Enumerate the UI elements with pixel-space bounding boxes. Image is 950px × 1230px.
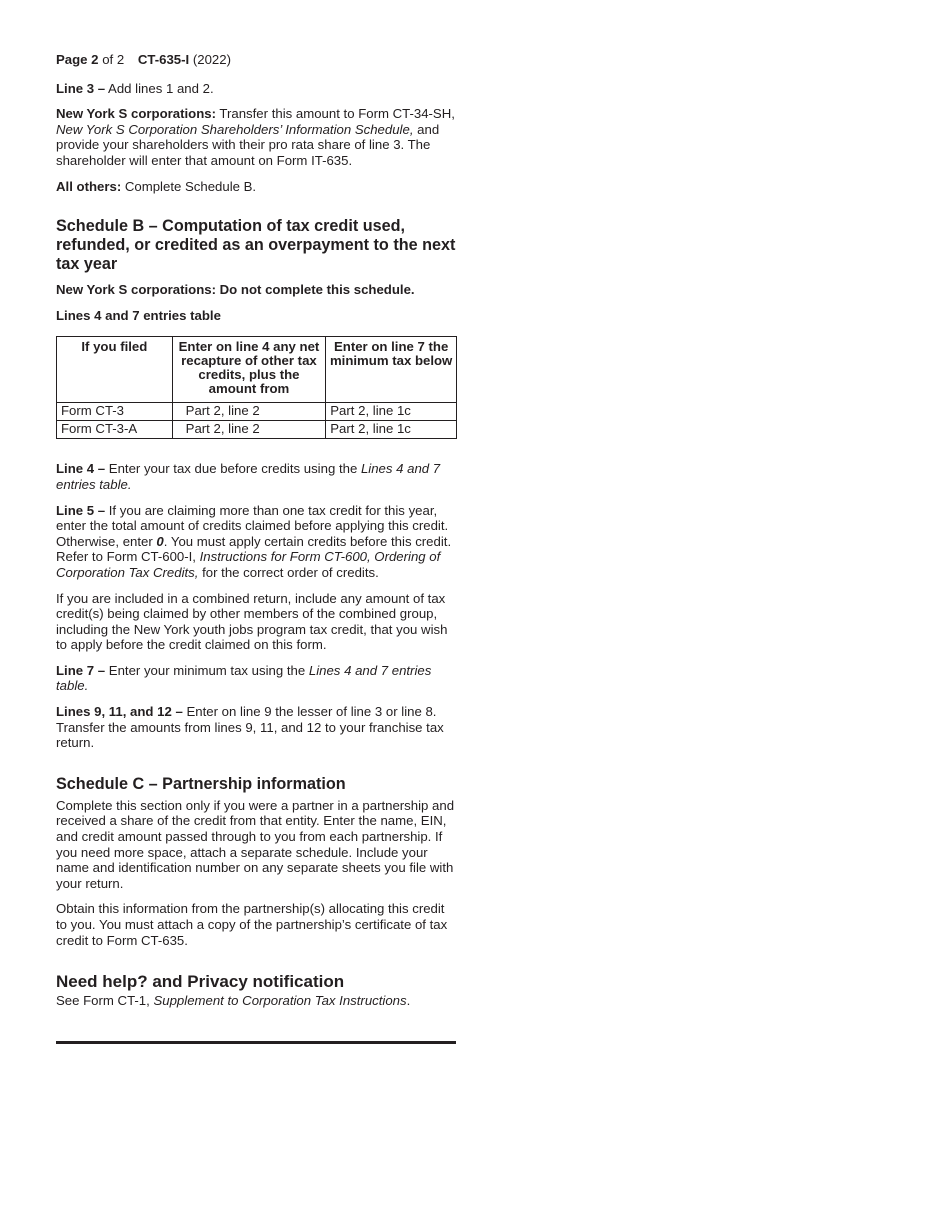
table-header-row <box>57 337 457 403</box>
need-help-paragraph <box>56 993 457 1009</box>
page-number: Page 2 <box>56 52 99 67</box>
page-total: of 2 <box>102 52 125 67</box>
line4-italic: Lines 4 and 7 entries table. <box>56 461 441 492</box>
line5-text-1: If you are claiming more than one tax credit for this year, enter the total amount of credits claimed before applying this credit. Otherwise, enter <box>56 502 449 549</box>
lines9-paragraph <box>56 704 457 751</box>
line7-label: Line 7 – <box>56 662 106 678</box>
line4-text: Enter your tax due before credits using the <box>105 461 361 477</box>
need-help-text-2: . <box>406 993 411 1009</box>
form-number: CT-635-I <box>137 52 190 67</box>
table-cell: Form CT-3-A <box>57 421 173 439</box>
nys-corps-text-1: Transfer this amount to Form CT-34-SH, <box>216 106 455 122</box>
line3-label: Line 3 – <box>56 80 106 96</box>
line5-italic: Instructions for Form CT-600, Ordering of Corporation Tax Credits, <box>56 549 441 580</box>
table-header-cell: If you filed <box>57 337 173 403</box>
lines9-text: Enter on line 9 the lesser of line 3 or line 8. Transfer the amounts from lines 9, 11, and 12 to your franchise tax return. <box>56 704 444 751</box>
combined-return-paragraph: If you are included in a combined return, include any amount of tax credit(s) being claimed by other members of the combined group, including the New York youth jobs program tax credit, that you wish to apply before the credit claimed on this form. <box>56 590 448 653</box>
line5-label: Line 5 – <box>56 502 106 518</box>
schedule-c-paragraph-2: Obtain this information from the partnership(s) allocating this credit to you. You must attach a copy of the partnership’s certificate of tax credit to Form CT-635. <box>56 901 448 948</box>
nys-corps-label: New York S corporations: <box>56 106 216 122</box>
line5-zero: 0 <box>156 533 164 549</box>
need-help-text-1: See Form CT-1, <box>56 993 154 1009</box>
nys-corps-paragraph <box>56 106 457 168</box>
schedule-b-note: New York S corporations: Do not complete this schedule. <box>56 282 415 298</box>
line4-label: Line 4 – <box>56 461 106 477</box>
nys-corps-text-2: and provide your shareholders with their pro rata share of line 3. The shareholder will enter that amount on Form IT-635. <box>56 121 440 168</box>
table-cell: Part 2, line 2 <box>172 421 326 439</box>
table-cell: Form CT-3 <box>57 403 173 421</box>
entries-table-title: Lines 4 and 7 entries table <box>56 307 221 323</box>
table-header-cell: Enter on line 4 any net recapture of other tax credits, plus the amount from <box>172 337 326 403</box>
line7-paragraph <box>56 663 457 694</box>
need-help-heading: Need help? and Privacy notification <box>56 972 345 992</box>
all-others-paragraph <box>56 179 457 195</box>
all-others-text: Complete Schedule B. <box>121 178 257 194</box>
entries-table <box>56 336 457 439</box>
nys-corps-italic: New York S Corporation Shareholders’ Information Schedule, <box>56 121 414 137</box>
all-others-label: All others: <box>56 178 122 194</box>
table-cell: Part 2, line 1c <box>326 421 457 439</box>
line3-text: Add lines 1 and 2. <box>105 80 214 96</box>
table-cell: Part 2, line 1c <box>326 403 457 421</box>
schedule-c-heading: Schedule C – Partnership information <box>56 774 346 793</box>
lines9-label: Lines 9, 11, and 12 – <box>56 704 183 720</box>
line7-text: Enter your minimum tax using the <box>105 662 309 678</box>
table-header-cell: Enter on line 7 the minimum tax below <box>326 337 457 403</box>
table-cell: Part 2, line 2 <box>172 403 326 421</box>
line5-text-2: . You must apply certain credits before this credit. Refer to Form CT-600-I, <box>56 533 452 565</box>
line7-italic: Lines 4 and 7 entries table. <box>56 662 432 694</box>
line3-paragraph <box>56 81 457 97</box>
line5-paragraph <box>56 503 457 581</box>
table-row <box>57 403 457 421</box>
line5-text-3: for the correct order of credits. <box>198 564 379 580</box>
page-column <box>56 52 457 1019</box>
page-header <box>56 52 457 68</box>
form-year: (2022) <box>192 52 231 67</box>
schedule-c-paragraph-1: Complete this section only if you were a partner in a partnership and received a share of the credit from that entity. Enter the name, EIN, and credit amount passed through to you from each partnership. If you need more space, attach a separate schedule. Include your name and identification number on any separate sheets you file with your return. <box>56 797 455 891</box>
need-help-italic: Supplement to Corporation Tax Instructions <box>153 993 407 1009</box>
schedule-b-heading: Schedule B – Computation of tax credit used, refunded, or credited as an overpayment to the next tax year <box>56 217 456 274</box>
line4-paragraph <box>56 461 457 492</box>
table-row <box>57 421 457 439</box>
bottom-rule <box>56 1041 456 1044</box>
